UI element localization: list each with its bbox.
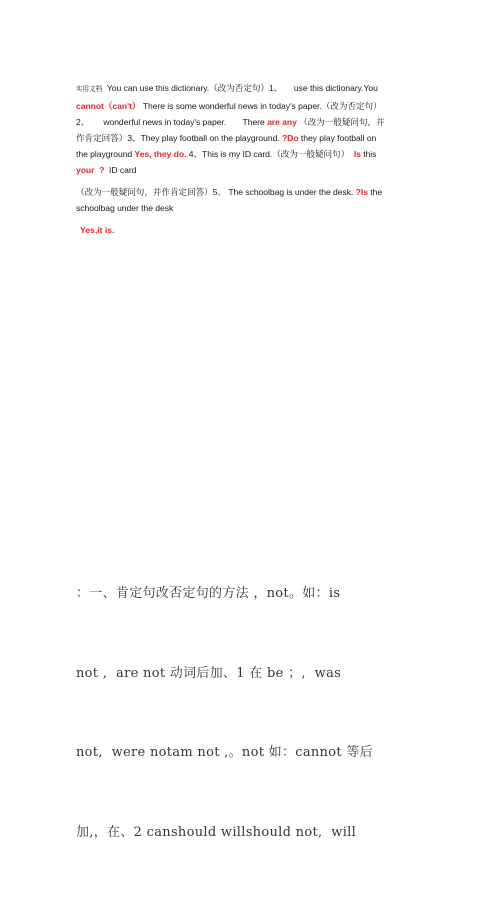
sentence-3-repeat-a: they play football on [298,133,377,143]
exercise-paragraph-1 [76,80,426,178]
exercise-block [76,80,426,216]
sentence-2-hint-2a: （改为一般疑问句，并 [299,117,385,127]
sentence-4-this: this [360,149,377,159]
grammar-line-1: ：一、肯定句改否定句的方法 ，not。如：is [76,586,341,601]
answer-3-do: ?Do [281,133,299,143]
answer-4-question-mark: ? [99,165,105,175]
sentence-1-repeat: use this dictionary.You [291,83,378,93]
number-3: 3、 [127,133,141,143]
grammar-notes [76,528,421,899]
sentence-2-hint-2b: 作肯定回答） [76,133,128,143]
sentence-2: There is some wonderful news in today's paper. [140,101,322,111]
sentence-2-there: There [242,117,265,127]
grammar-line-2: not , are not 动词后加、1 在 be ；, was [76,665,342,681]
header-label: 实用文档 [76,86,103,93]
exercise-paragraph-2 [76,184,426,216]
grammar-line-3: not, were notam not ,。not 如：cannot 等后 [76,745,373,760]
answer-4-is: Is [353,149,361,159]
sentence-3-repeat-b: the playground [76,149,133,159]
number-2: 2、 [76,117,90,127]
paragraph-2-hint: （改为一般疑问句，并作肯定回答） [76,187,213,197]
answer-1-cannot: cannot [76,101,104,111]
answer-5-yes: Yes,it is. [80,225,115,235]
grammar-line-4: 加,，在、2 canshould willshould not, will [76,824,357,840]
sentence-4-hint: （改为一般疑问句） [272,149,350,159]
number-1: 1、 [268,83,283,93]
number-5: 5、 [212,187,226,197]
answer-5-is: ?Is [355,187,368,197]
sentence-4: This is my ID card. [202,149,273,159]
sentence-3: They play football on the playground. [140,133,280,143]
sentence-1-hint: （改为否定句） [209,83,269,93]
answer-4-your: your [76,165,95,175]
answer-3-yes: Yes, they do. [134,149,187,159]
sentence-5: The schoolbag is under the desk. [228,187,354,197]
answer-1-cant: （can't） [103,101,141,111]
number-4: 4、 [188,149,203,159]
sentence-4-repeat: ID card [106,165,137,175]
sentence-5-repeat-a: the [367,187,383,197]
sentence-5-repeat-b: schoolbag under the desk [76,203,174,213]
answer-2: are any [267,117,297,127]
sentence-2-hint: （改为否定句） [321,101,382,111]
sentence-2-repeat: wonderful news in today's paper. [100,117,227,127]
sentence-1: You can use this dictionary. [106,83,210,93]
